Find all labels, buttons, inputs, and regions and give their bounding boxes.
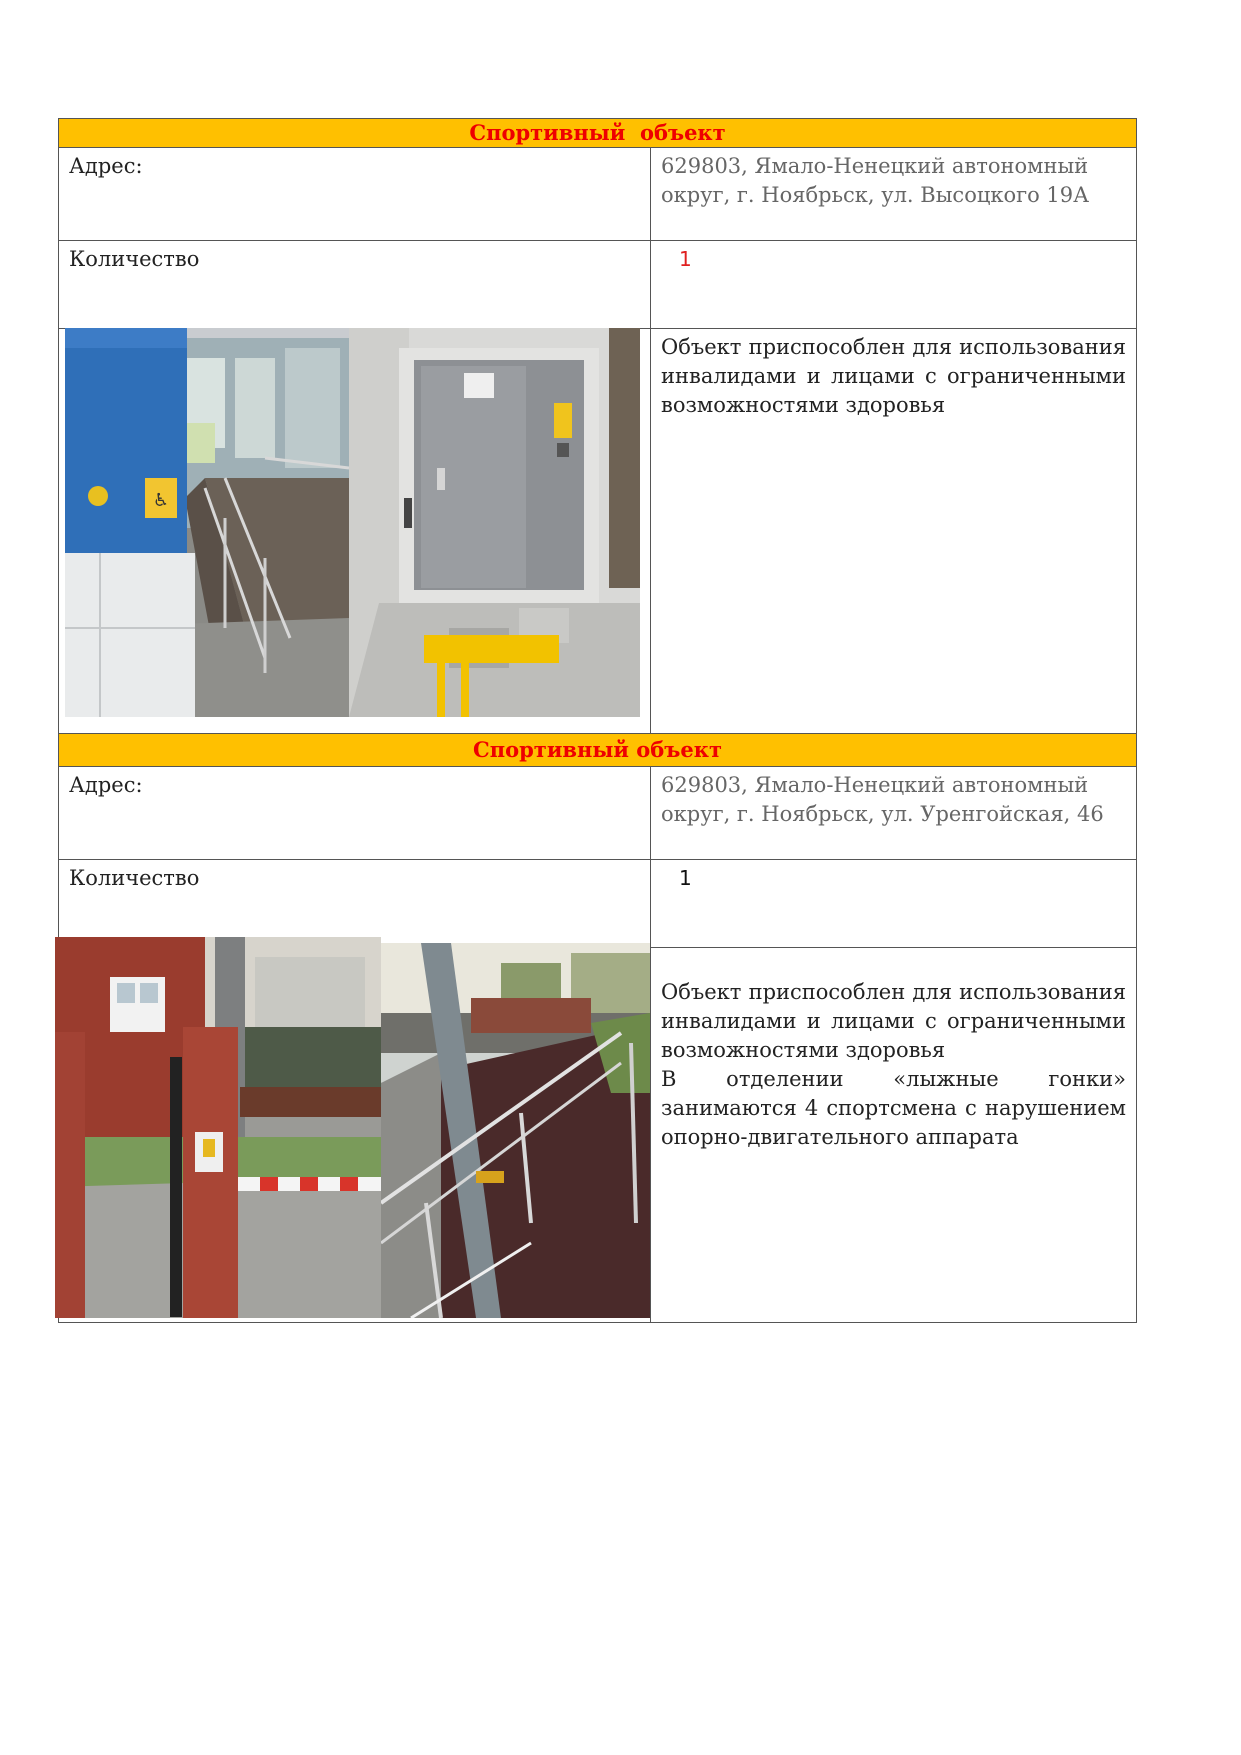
elevator-door-photo: [349, 328, 640, 717]
section2-address-label-cell: [58, 766, 651, 860]
section2-count-value-cell: [650, 859, 1137, 948]
section2-header: [58, 733, 1137, 767]
section1-count-value-cell: [650, 240, 1137, 329]
section1-count-label: Количество: [69, 247, 200, 271]
section2-count-label-cell: [58, 859, 651, 948]
ramp-entrance-photo: [65, 328, 349, 717]
section2-note: В отделении «лыжные гонки» занимаются 4 спортсмена с нарушением опорно-двигательного аппарата: [661, 1067, 1126, 1149]
section2-count-label: Количество: [69, 866, 200, 890]
section1-address-value: 629803, Ямало-Ненецкий автономный округ, г. Ноябрьск, ул. Высоцкого 19А: [661, 154, 1090, 207]
section2-address-value-cell: [650, 766, 1137, 860]
section1-address-label: Адрес:: [69, 154, 143, 178]
section1-description-cell: [650, 328, 1137, 734]
section1-count-value: 1: [679, 247, 692, 271]
section2-address-value: 629803, Ямало-Ненецкий автономный округ, г. Ноябрьск, ул. Уренгойская, 46: [661, 773, 1104, 826]
section2-count-value: 1: [679, 866, 692, 890]
section1-title: Спортивный объект: [469, 120, 726, 145]
section2-title: Спортивный объект: [473, 737, 722, 762]
section1-count-label-cell: [58, 240, 651, 329]
section2-address-label: Адрес:: [69, 773, 143, 797]
svg-text:♿: ♿: [152, 490, 170, 511]
outdoor-ramp-photo: [381, 943, 650, 1318]
section2-description: Объект приспособлен для использования инвалидами и лицами с ограниченными возможностями здоровья: [661, 980, 1126, 1062]
section1-header: [58, 118, 1137, 148]
gate-barrier-photo: [55, 937, 381, 1318]
section1-description: Объект приспособлен для использования инвалидами и лицами с ограниченными возможностями здоровья: [661, 335, 1126, 417]
section2-description-cell: [650, 947, 1137, 1323]
section1-address-label-cell: [58, 147, 651, 241]
section1-address-value-cell: [650, 147, 1137, 241]
